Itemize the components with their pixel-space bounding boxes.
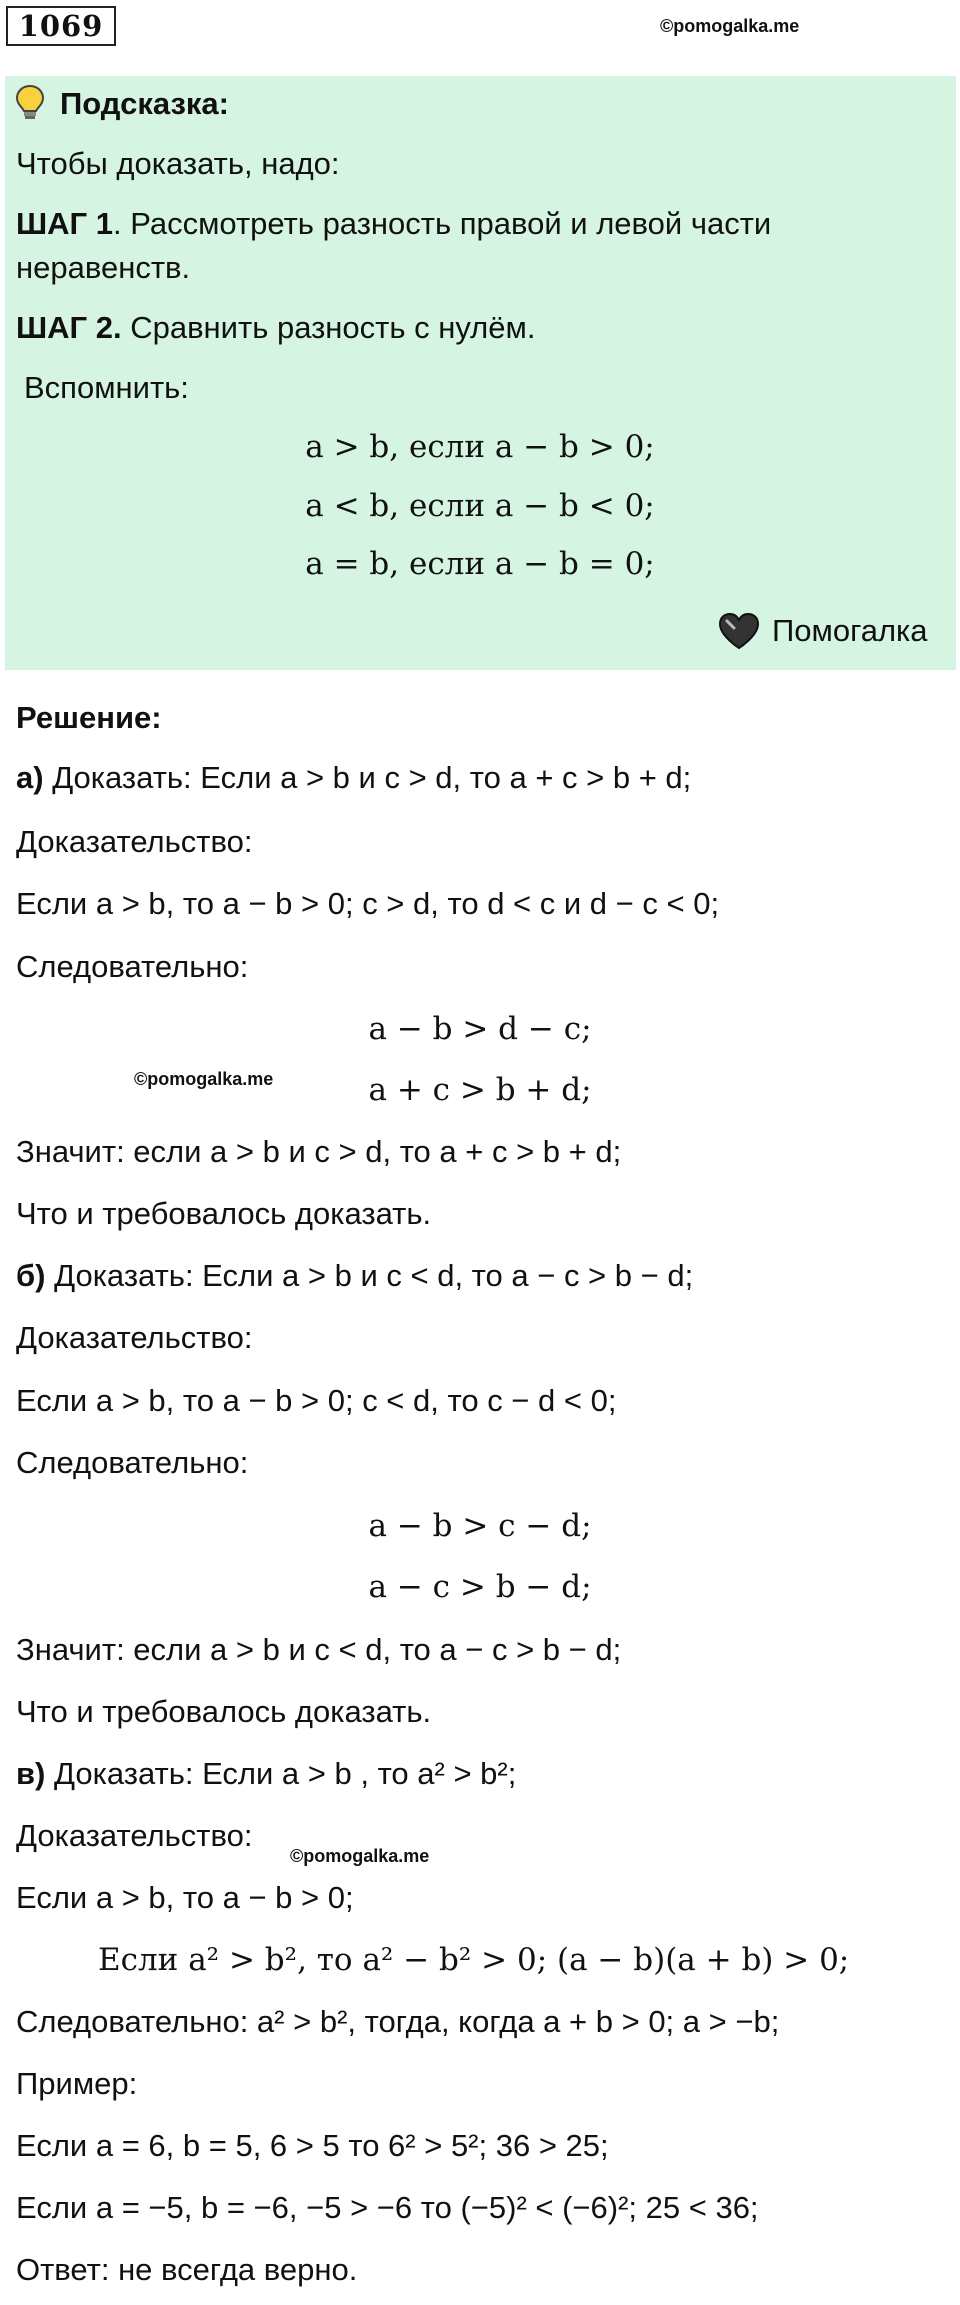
part-c-example: Пример:	[16, 2066, 138, 2101]
part-c-ex1: Если a = 6, b = 5, 6 > 5 то 6² > 5²; 36 > 25;	[16, 2128, 609, 2163]
part-b-therefore: Следовательно:	[16, 1445, 249, 1480]
part-b-line1: Если a > b, то a − b > 0; c < d, то c − d < 0;	[16, 1383, 617, 1418]
problem-number: 1069	[6, 6, 116, 46]
part-b-qed: Что и требовалось доказать.	[16, 1694, 432, 1729]
part-a-eq1: a − b > d − c;	[368, 1011, 592, 1047]
hint-recall: Вспомнить:	[24, 370, 189, 405]
part-c-line1: Если a > b, то a − b > 0;	[16, 1880, 354, 1915]
solution-title: Решение:	[16, 700, 162, 735]
hint-step1-cont: неравенств.	[16, 250, 191, 285]
part-a-therefore: Следовательно:	[16, 949, 249, 984]
part-b-proof: Доказательство:	[16, 1320, 253, 1355]
heart-icon	[718, 612, 760, 650]
part-a-line1: Если a > b, то a − b > 0; c > d, то d < c и d − c < 0;	[16, 886, 720, 921]
hint-intro: Чтобы доказать, надо:	[16, 146, 340, 181]
part-c-answer: Ответ: не всегда верно.	[16, 2252, 358, 2287]
step2-text: Сравнить разность с нулём.	[130, 310, 536, 345]
part-a-label: а)	[16, 760, 44, 795]
step2-label: ШАГ 2.	[16, 310, 122, 345]
part-b-eq2: a − c > b − d;	[368, 1569, 592, 1605]
step1-text: . Рассмотреть разность правой и левой части	[112, 206, 772, 241]
watermark: ©pomogalka.me	[134, 1069, 274, 1089]
hint-formula-3: a = b, если a − b = 0;	[305, 546, 655, 582]
watermark: ©pomogalka.me	[290, 1846, 430, 1866]
part-c-task	[16, 1754, 516, 1794]
hint-step2	[16, 308, 535, 348]
part-a-proof: Доказательство:	[16, 824, 253, 859]
part-c-therefore: Следовательно: a² > b², тогда, когда a + b > 0; a > −b;	[16, 2004, 780, 2039]
part-b-label: б)	[16, 1258, 46, 1293]
part-c-proof: Доказательство:	[16, 1818, 253, 1853]
lightbulb-icon	[15, 84, 45, 122]
hint-formula-1: a > b, если a − b > 0;	[305, 429, 655, 465]
part-b-eq1: a − b > c − d;	[368, 1508, 592, 1544]
hint-step1	[16, 204, 944, 244]
part-b-text: Доказать: Если a > b и c < d, то a − c > b − d;	[54, 1258, 694, 1293]
part-a-means: Значит: если a > b и c > d, то a + c > b + d;	[16, 1134, 622, 1169]
part-a-eq2: a + c > b + d;	[368, 1072, 592, 1108]
step1-label: ШАГ 1	[16, 206, 113, 241]
hint-title: Подсказка:	[60, 86, 229, 121]
brand-label: Помогалка	[772, 613, 928, 648]
part-b-task	[16, 1256, 693, 1296]
part-a-task	[16, 758, 691, 798]
part-a-text: Доказать: Если a > b и c > d, то a + c > b + d;	[52, 760, 692, 795]
part-c-ex2: Если a = −5, b = −6, −5 > −6 то (−5)² < (−6)²; 25 < 36;	[16, 2190, 759, 2225]
part-b-means: Значит: если a > b и c < d, то a − c > b − d;	[16, 1632, 622, 1667]
part-c-label: в)	[16, 1756, 46, 1791]
part-c-line2: Если a² > b², то a² − b² > 0; (a − b)(a + b) > 0;	[98, 1942, 850, 1978]
watermark: ©pomogalka.me	[660, 16, 800, 36]
part-c-text: Доказать: Если a > b , то a² > b²;	[54, 1756, 517, 1791]
part-a-qed: Что и требовалось доказать.	[16, 1196, 432, 1231]
hint-formula-2: a < b, если a − b < 0;	[305, 488, 655, 524]
